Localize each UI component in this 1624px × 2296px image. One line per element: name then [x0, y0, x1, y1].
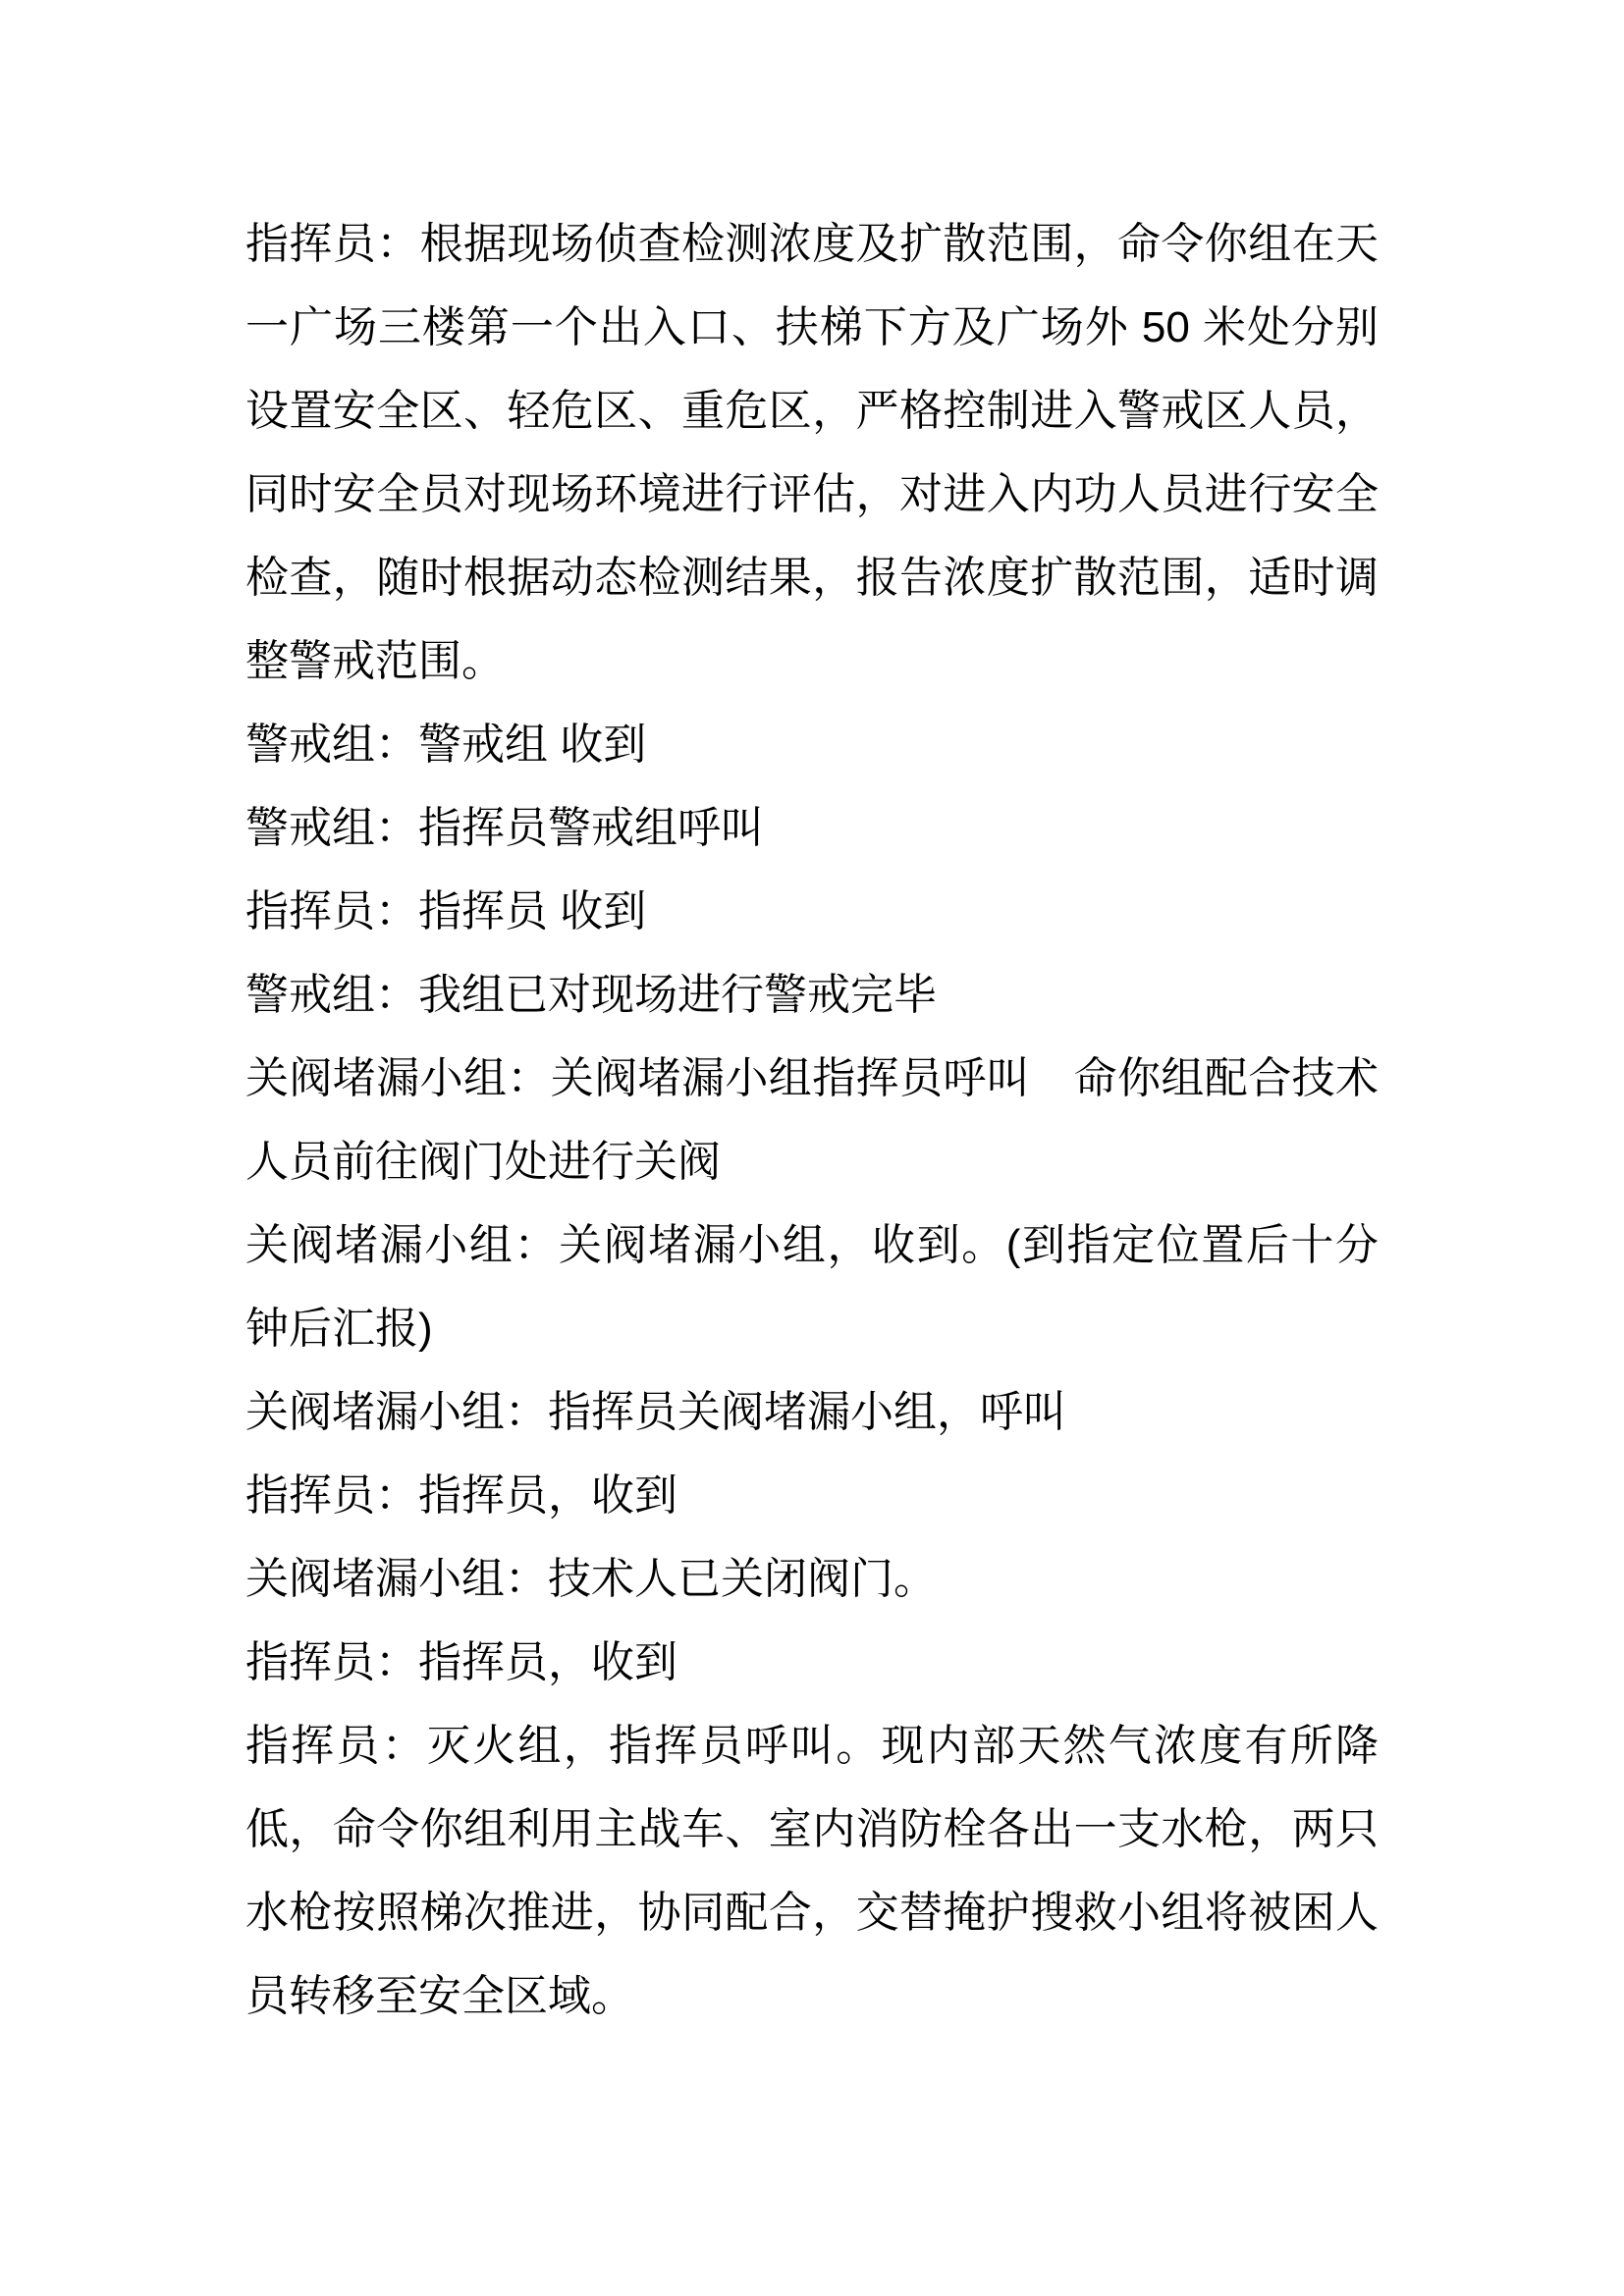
dialogue-paragraph-commander-ack-1: 指挥员：指挥员 收到 [245, 887, 647, 935]
dialogue-paragraph-cordon-call: 警戒组：指挥员警戒组呼叫 [245, 804, 764, 852]
dialogue-paragraph-commander-ack-2: 指挥员：指挥员，收到 [245, 1471, 677, 1520]
dialogue-paragraph-valve-team-call: 关阀堵漏小组：指挥员关阀堵漏小组，呼叫 [245, 1388, 1066, 1436]
dialogue-paragraph-valve-team-ack: 关阀堵漏小组：关阀堵漏小组，收到。(到指定位置后十分钟后汇报) [245, 1221, 1379, 1353]
dialogue-paragraph-commander-ack-3: 指挥员：指挥员，收到 [245, 1638, 677, 1686]
dialogue-paragraph-commander-order-cordon: 指挥员：根据现场侦查检测浓度及扩散范围，命令你组在天一广场三楼第一个出入口、扶梯下方及广场外 50 米处分别设置安全区、轻危区、重危区，严格控制进入警戒区人员，同时安全员对现场环境进行评估，对进入内功人员进行安全检查，随时根据动态检测结果，报告浓度扩散范围，适时调整警戒范围。 [245, 220, 1379, 685]
dialogue-paragraph-cordon-report: 警戒组：我组已对现场进行警戒完毕 [245, 971, 937, 1019]
dialogue-paragraph-valve-team-order: 关阀堵漏小组：关阀堵漏小组指挥员呼叫 命你组配合技术人员前往阀门处进行关阀 [245, 1054, 1379, 1186]
dialogue-paragraph-cordon-ack: 警戒组：警戒组 收到 [245, 721, 647, 769]
dialogue-paragraph-valve-closed-report: 关阀堵漏小组：技术人已关闭阀门。 [245, 1555, 937, 1603]
dialogue-paragraph-commander-order-firefighting: 指挥员：灭火组，指挥员呼叫。现内部天然气浓度有所降低，命令你组利用主战车、室内消防栓各出一支水枪，两只水枪按照梯次推进，协同配合，交替掩护搜救小组将被困人员转移至安全区域。 [245, 1722, 1379, 2020]
